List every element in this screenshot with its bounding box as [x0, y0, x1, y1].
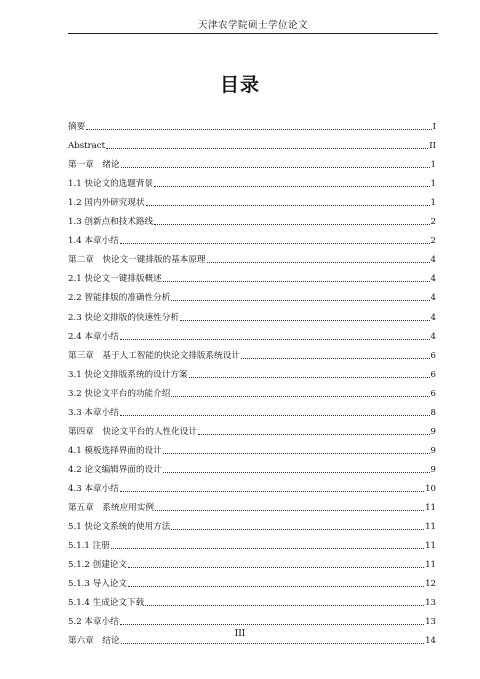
toc-entry-page: 13: [425, 598, 436, 609]
toc-entry[interactable]: [68, 208, 436, 227]
toc-entry-page: 6: [430, 350, 436, 361]
toc-entry[interactable]: [68, 608, 436, 627]
toc-dot-leader: [189, 377, 430, 378]
toc-entry-page: 6: [430, 388, 436, 399]
toc-entry-label: 第六章 结论: [68, 636, 120, 647]
toc-entry-page: 9: [430, 426, 436, 437]
toc-entry-label: Abstract: [68, 141, 106, 152]
toc-entry-label: 第四章 快论文平台的人性化设计: [68, 426, 197, 437]
toc-entry[interactable]: [68, 132, 436, 151]
toc-entry-label: 4.3 本章小结: [68, 483, 119, 494]
toc-dot-leader: [180, 320, 430, 321]
toc-entry[interactable]: [68, 170, 436, 189]
toc-entry-page: 1: [430, 198, 436, 209]
toc-dot-leader: [121, 167, 430, 168]
toc-dot-leader: [128, 586, 424, 587]
toc-entry[interactable]: [68, 361, 436, 380]
toc-entry-label: 3.3 本章小结: [68, 407, 119, 418]
toc-dot-leader: [121, 643, 424, 644]
toc-entry[interactable]: [68, 323, 436, 342]
toc-entry[interactable]: [68, 456, 436, 475]
toc-entry-page: 13: [425, 617, 436, 628]
toc-entry-label: 5.1.4 生成论文下载: [68, 598, 145, 609]
toc-entry-page: 10: [425, 483, 436, 494]
toc-dot-leader: [145, 605, 424, 606]
toc-dot-leader: [120, 624, 424, 625]
toc-entry-label: 3.2 快论文平台的功能介绍: [68, 388, 171, 399]
toc-dot-leader: [86, 129, 431, 130]
toc-dot-leader: [171, 300, 429, 301]
toc-entry[interactable]: [68, 418, 436, 437]
toc-entry[interactable]: [68, 494, 436, 513]
toc-dot-leader: [154, 186, 429, 187]
toc-entry-label: 第一章 绪论: [68, 160, 120, 171]
toc-entry-page: 6: [430, 369, 436, 380]
toc-entry-label: 1.1 快论文的选题背景: [68, 179, 154, 190]
toc-entry-page: 4: [430, 274, 436, 285]
page-number: III: [234, 629, 246, 639]
toc-entry-label: 1.4 本章小结: [68, 236, 119, 247]
toc-entry[interactable]: [68, 475, 436, 494]
toc-entry[interactable]: [68, 513, 436, 532]
toc-entry-label: 4.1 模板选择界面的设计: [68, 445, 162, 456]
toc-dot-leader: [120, 491, 424, 492]
toc-entry-page: 14: [425, 636, 436, 647]
toc-entry[interactable]: [68, 284, 436, 303]
table-of-contents: [68, 113, 436, 646]
toc-entry-label: 2.2 智能排版的准确性分析: [68, 293, 171, 304]
toc-entry[interactable]: [68, 227, 436, 246]
toc-dot-leader: [163, 472, 430, 473]
toc-entry-label: 5.1.3 导入论文: [68, 579, 127, 590]
toc-entry[interactable]: [68, 380, 436, 399]
running-header: 天津农学院硕士学位论文: [197, 20, 308, 31]
toc-entry-page: 12: [425, 579, 436, 590]
toc-entry-page: 11: [425, 502, 436, 513]
toc-entry-page: II: [429, 141, 436, 152]
toc-entry-page: 1: [430, 179, 436, 190]
toc-dot-leader: [106, 148, 428, 149]
toc-dot-leader: [111, 548, 424, 549]
toc-entry[interactable]: [68, 437, 436, 456]
toc-dot-leader: [163, 453, 430, 454]
toc-entry-label: 5.1 快论文系统的使用方法: [68, 522, 171, 533]
toc-entry-page: 4: [430, 255, 436, 266]
toc-entry-label: 5.2 本章小结: [68, 617, 119, 628]
toc-dot-leader: [120, 243, 430, 244]
header-rule: [68, 33, 438, 34]
toc-entry-label: 4.2 论文编辑界面的设计: [68, 464, 162, 475]
toc-entry-page: 9: [430, 464, 436, 475]
toc-dot-leader: [128, 567, 424, 568]
toc-entry-label: 5.1.2 创建论文: [68, 560, 127, 571]
toc-entry[interactable]: [68, 589, 436, 608]
toc-entry-page: 2: [430, 217, 436, 228]
toc-entry-label: 5.1.1 注册: [68, 541, 110, 552]
toc-dot-leader: [198, 434, 430, 435]
toc-entry-label: 1.3 创新点和技术路线: [68, 217, 154, 228]
toc-entry-label: 摘要: [68, 122, 86, 133]
toc-entry[interactable]: [68, 265, 436, 284]
toc-entry[interactable]: [68, 246, 436, 265]
toc-entry[interactable]: [68, 151, 436, 170]
toc-entry-label: 1.2 国内外研究现状: [68, 198, 145, 209]
toc-entry[interactable]: [68, 113, 436, 132]
toc-entry-page: 8: [430, 407, 436, 418]
toc-dot-leader: [241, 358, 430, 359]
toc-dot-leader: [163, 281, 430, 282]
toc-dot-leader: [120, 339, 430, 340]
toc-entry[interactable]: [68, 570, 436, 589]
toc-dot-leader: [155, 510, 424, 511]
toc-entry[interactable]: [68, 303, 436, 322]
toc-entry-page: 4: [430, 312, 436, 323]
toc-entry-page: 11: [425, 522, 436, 533]
toc-entry[interactable]: [68, 342, 436, 361]
toc-entry-page: 9: [430, 445, 436, 456]
toc-entry-page: 1: [430, 160, 436, 171]
toc-entry-label: 第五章 系统应用实例: [68, 502, 154, 513]
toc-entry[interactable]: [68, 532, 436, 551]
toc-entry-page: 4: [430, 293, 436, 304]
toc-entry-label: 3.1 快论文排版系统的设计方案: [68, 369, 188, 380]
toc-entry-page: 11: [425, 560, 436, 571]
toc-entry[interactable]: [68, 189, 436, 208]
toc-dot-leader: [171, 529, 424, 530]
toc-entry[interactable]: [68, 551, 436, 570]
toc-dot-leader: [120, 415, 430, 416]
toc-entry-label: 2.3 快论文排版的快速性分析: [68, 312, 179, 323]
toc-entry-label: 第二章 快论文一键排版的基本原理: [68, 255, 206, 266]
toc-entry-page: 11: [425, 541, 436, 552]
toc-entry-label: 2.4 本章小结: [68, 331, 119, 342]
toc-entry-page: 2: [430, 236, 436, 247]
toc-dot-leader: [207, 262, 430, 263]
toc-dot-leader: [146, 205, 430, 206]
toc-entry-label: 2.1 快论文一键排版概述: [68, 274, 162, 285]
toc-entry[interactable]: [68, 399, 436, 418]
toc-entry-page: I: [432, 122, 436, 133]
toc-entry-page: 4: [430, 331, 436, 342]
toc-dot-leader: [154, 224, 429, 225]
toc-entry-label: 第三章 基于人工智能的快论文排版系统设计: [68, 350, 240, 361]
toc-dot-leader: [171, 396, 429, 397]
toc-title: 目录: [219, 74, 260, 96]
